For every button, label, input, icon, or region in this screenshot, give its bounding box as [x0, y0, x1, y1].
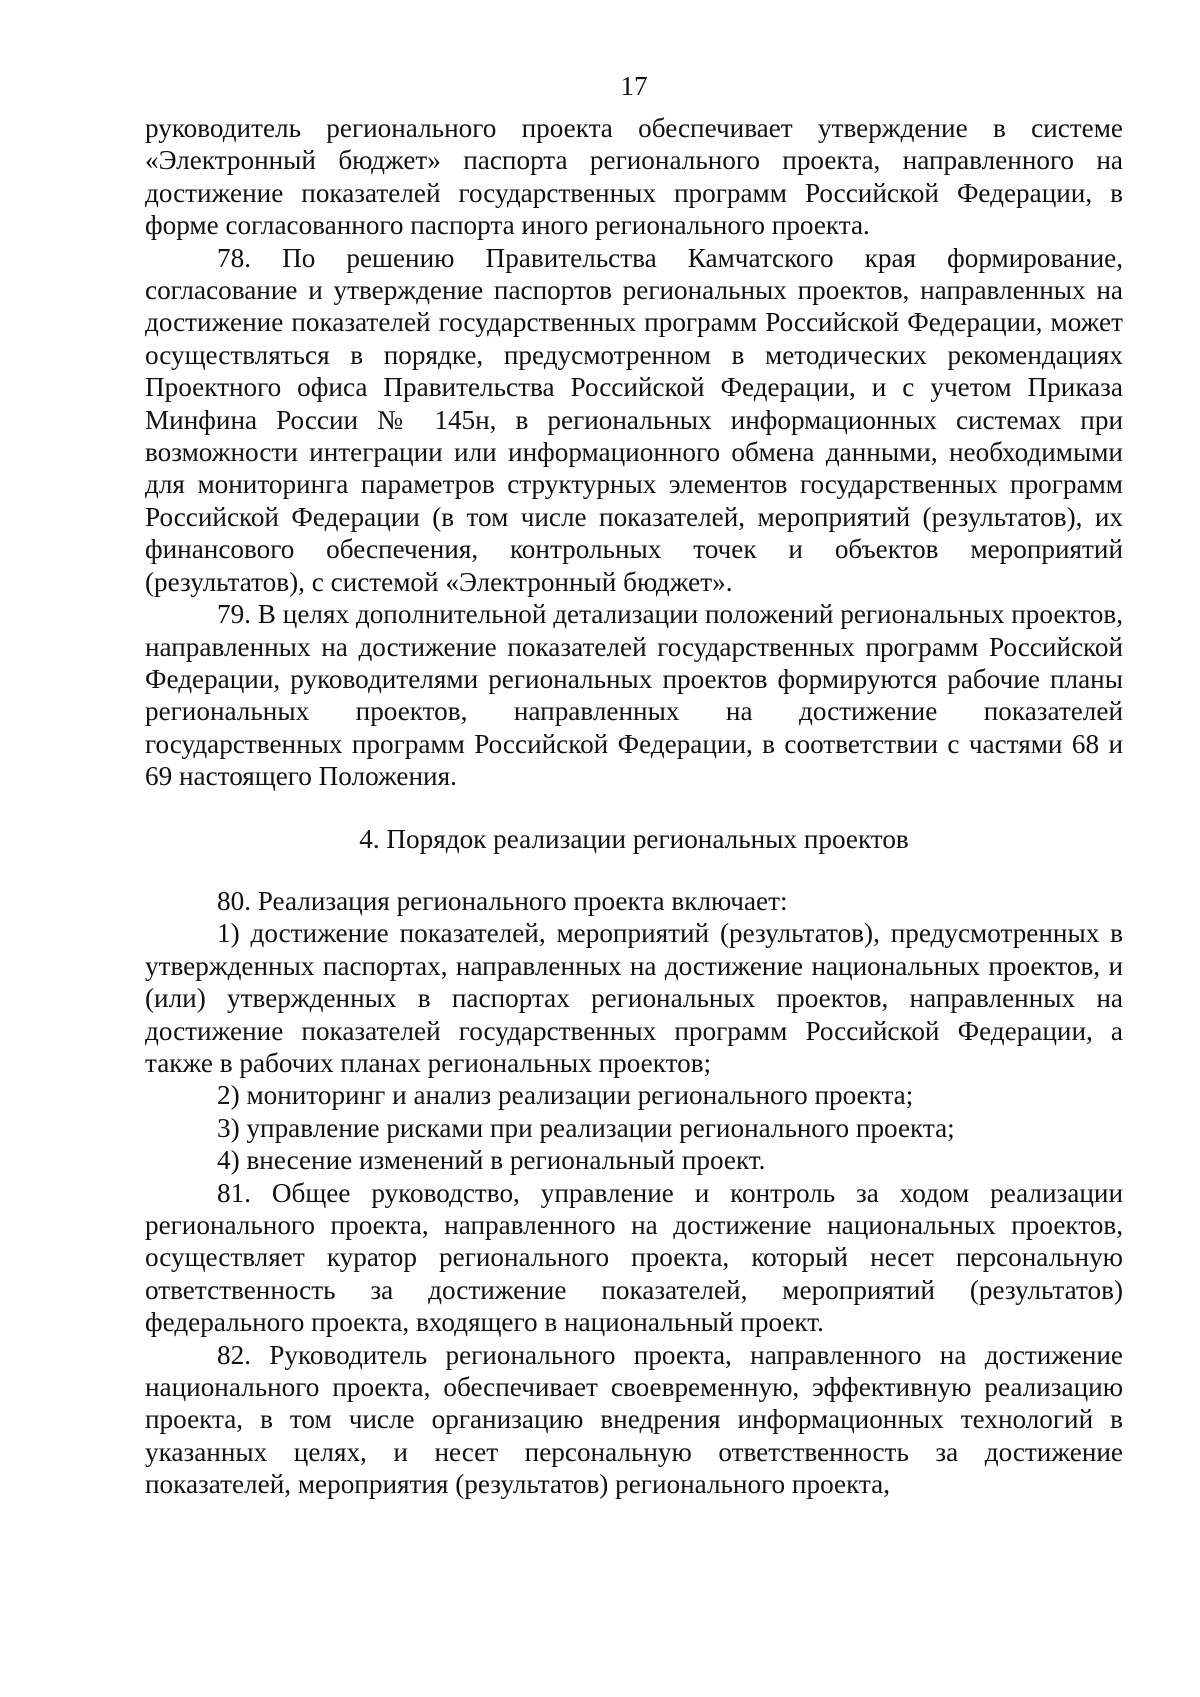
list-item-80-3: 3) управление рисками при реализации регионального проекта; [217, 1112, 955, 1143]
paragraph-78: 78. По решению Правительства Камчатского края формирование, согласование и утверждение паспортов региональных проектов, направленных на достижение показателей государственных программ Российской Федерации, может осуществляться в порядке, предусмотренном в методических рекомендациях Проектного офиса Правительства Российской Федерации, и с учетом Приказа Минфина России № 145н, в региональных информационных системах при возможности интеграции или информационного обмена данными, необходимыми для мониторинга параметров структурных элементов государственных программ Российской Федерации (в том числе показателей, мероприятий (результатов), их финансового обеспечения, контрольных точек и объектов мероприятий (результатов), с системой «Электронный бюджет». [145, 242, 1123, 597]
list-item-80-2: 2) мониторинг и анализ реализации регионального проекта; [217, 1080, 914, 1111]
paragraph-82: 82. Руководитель регионального проекта, направленного на достижение национального проекта, обеспечивает своевременную, эффективную реализацию проекта, в том числе организацию внедрения информационных технологий в указанных целях, и несет персональную ответственность за достижение показателей, мероприятия (результатов) регионального проекта, [145, 1339, 1123, 1500]
document-page [145, 70, 1123, 1501]
body-top [145, 112, 1123, 793]
paragraph-81: 81. Общее руководство, управление и контроль за ходом реализации регионального проекта, направленного на достижение национальных проектов, осуществляет куратор регионального проекта, который несет персональную ответственность за достижение показателей, мероприятий (результатов) федерального проекта, входящего в национальный проект. [145, 1177, 1123, 1338]
page-number: 17 [620, 71, 648, 101]
list-item-80-4: 4) внесение изменений в региональный проект. [217, 1145, 766, 1176]
body-bottom [145, 885, 1123, 1501]
paragraph-continuation: руководитель регионального проекта обеспечивает утверждение в системе «Электронный бюджет» паспорта регионального проекта, направленного на достижение показателей государственных программ Российской Федерации, в форме согласованного паспорта иного регионального проекта. [145, 113, 1123, 241]
list-item-80-1: 1) достижение показателей, мероприятий (результатов), предусмотренных в утвержденных паспортах, направленных на достижение национальных проектов, и (или) утвержденных в паспортах региональных проектов, направленных на достижение показателей государственных программ Российской Федерации, а также в рабочих планах региональных проектов; [145, 918, 1123, 1078]
paragraph-80: 80. Реализация регионального проекта включает: [217, 885, 788, 916]
section-heading: 4. Порядок реализации региональных проектов [359, 823, 909, 854]
paragraph-79: 79. В целях дополнительной детализации положений региональных проектов, направленных на достижение показателей государственных программ Российской Федерации, руководителями региональных проектов формируются рабочие планы региональных проектов, направленных на достижение показателей государственных программ Российской Федерации, в соответствии с частями 68 и 69 настоящего Положения. [145, 599, 1123, 792]
